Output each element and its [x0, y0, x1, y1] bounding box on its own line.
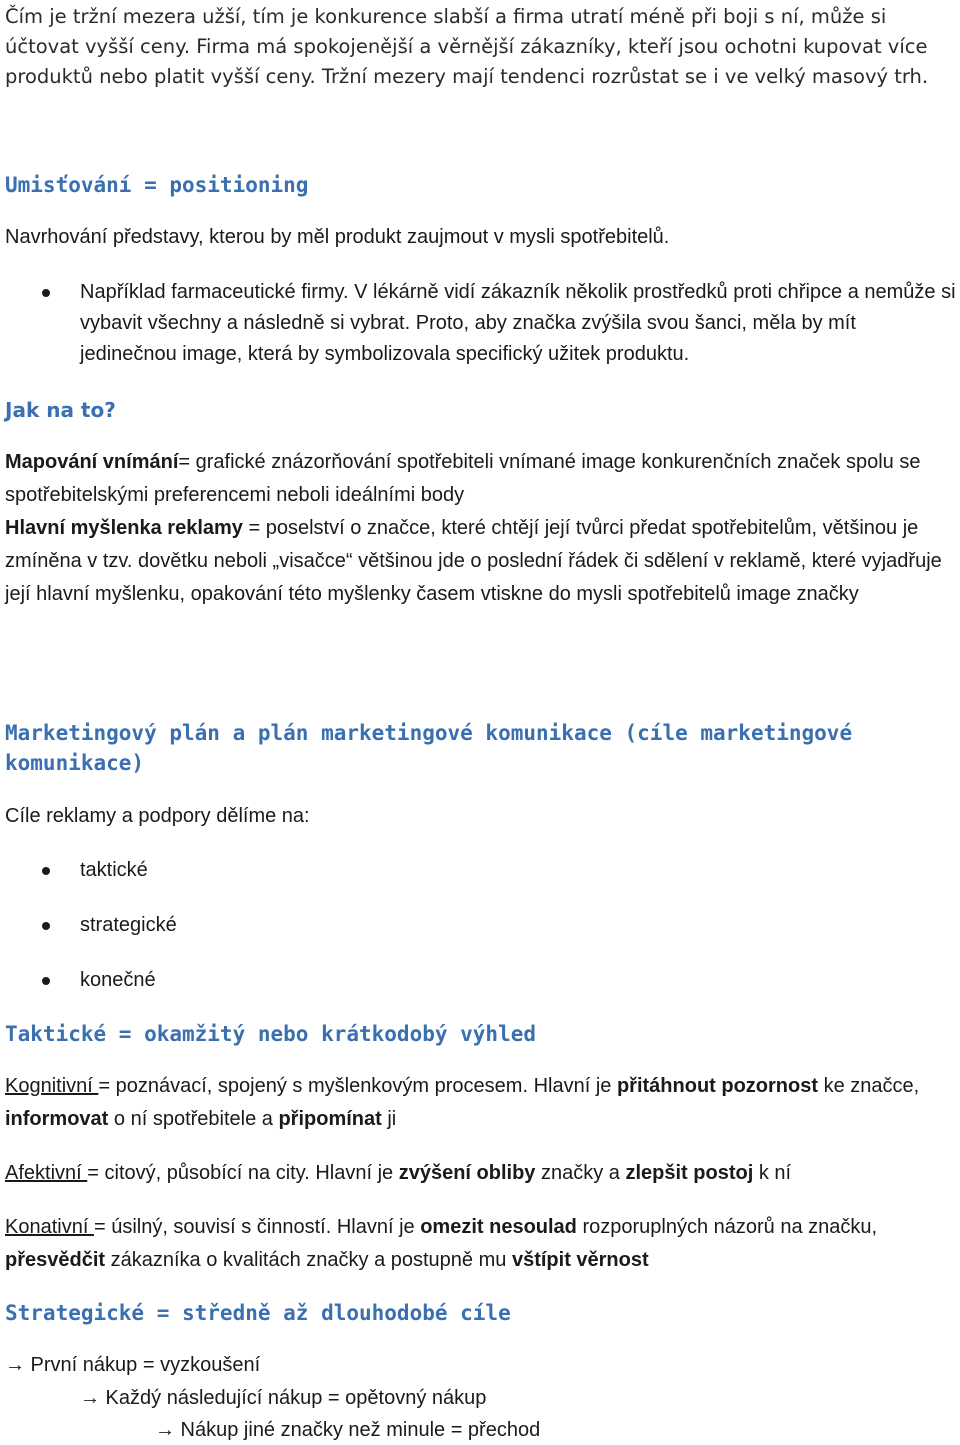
- bullet-icon: [42, 922, 50, 930]
- cognitive-text: ji: [381, 1108, 397, 1130]
- intro-paragraph: Čím je tržní mezera užší, tím je konkurence slabší a firma utratí méně při boji s ní, může si účtovat vyšší ceny. Firma má spokojenější a věrnější zákazníky, kteří jsou ochotni kupovat více produktů nebo platit vyšší ceny. Tržní mezery mají tendenci rozrůstat se i ve velký masový trh.: [5, 5, 929, 88]
- strategic-step: → Nákup jiné značky než minule = přechod: [155, 1419, 541, 1441]
- conative-text: zákazníka o kvalitách značky a postupně mu: [105, 1249, 512, 1271]
- cognitive-text: ke značce,: [818, 1075, 920, 1097]
- plan-item-text: taktické: [80, 859, 148, 881]
- strategic-step: → Každý následující nákup = opětovný nákup: [80, 1387, 487, 1409]
- main-idea-term: Hlavní myšlenka reklamy: [5, 517, 243, 539]
- main-idea-paragraph: [5, 512, 956, 611]
- cognitive-paragraph: [5, 1070, 956, 1136]
- affective-text: značky a: [535, 1162, 626, 1184]
- plan-item-text: konečné: [80, 969, 156, 991]
- plan-intro: Cíle reklamy a podpory dělíme na:: [5, 805, 310, 827]
- section-heading-plan: Marketingový plán a plán marketingové komunikace (cíle marketingové komunikace): [5, 721, 853, 775]
- section-heading-tactical: Taktické = okamžitý nebo krátkodobý výhled: [5, 1022, 537, 1046]
- affective-paragraph: [5, 1157, 956, 1190]
- mapping-term: Mapování vnímání: [5, 451, 179, 473]
- plan-item: [0, 910, 956, 941]
- positioning-bullet: [0, 277, 956, 373]
- cognitive-bold: přitáhnout pozornost: [616, 1075, 819, 1097]
- conative-paragraph: [5, 1211, 956, 1277]
- mapping-text: = grafické znázorňování spotřebiteli vnímané image konkurenčních značek spolu se spotřebitelskými preferencemi neboli ideálními body: [5, 451, 921, 506]
- cognitive-text: = poznávací, spojený s myšlenkovým procesem. Hlavní je: [98, 1075, 617, 1097]
- section-heading-strategic: Strategické = středně až dlouhodobé cíle: [5, 1301, 511, 1325]
- conative-text: rozporuplných názorů na značku,: [576, 1216, 878, 1238]
- affective-bold: zlepšit postoj: [625, 1162, 754, 1184]
- affective-bold: zvýšení obliby: [398, 1162, 536, 1184]
- conative-text: = úsilný, souvisí s činností. Hlavní je: [93, 1216, 421, 1238]
- cognitive-bold: informovat: [5, 1108, 109, 1130]
- conative-bold: omezit nesoulad: [420, 1216, 577, 1238]
- section-heading-positioning: Umisťování = positioning: [5, 173, 309, 197]
- bullet-icon: [42, 867, 50, 875]
- mapping-paragraph: [5, 446, 956, 512]
- bullet-icon: [42, 977, 50, 985]
- main-idea-text: = poselství o značce, které chtějí její tvůrci předat spotřebitelům, většinou je zmíněna v tzv. dovětku neboli „visačce“ většinou jde o poslední řádek či sdělení v reklamě, které vyjadřuje její hlavní myšlenku, opakování této myšlenky časem vtiskne do mysli spotřebitelů image značky: [5, 517, 942, 605]
- affective-text: k ní: [753, 1162, 792, 1184]
- strategic-step: → První nákup = vyzkoušení: [5, 1354, 261, 1376]
- cognitive-term: Kognitivní: [5, 1075, 99, 1097]
- cognitive-bold: připomínat: [278, 1108, 382, 1130]
- section-heading-howto: Jak na to?: [5, 398, 116, 422]
- conative-bold: přesvědčit: [5, 1249, 106, 1271]
- conative-bold: vštípit věrnost: [511, 1249, 649, 1271]
- plan-item-text: strategické: [80, 914, 177, 936]
- plan-item: [0, 855, 956, 886]
- positioning-bullet-text: Například farmaceutické firmy. V lékárně vidí zákazník několik prostředků proti chřipce a nemůže si vybavit všechny a následně si vybrat. Proto, aby značka zvýšila svou šanci, měla by mít jedinečnou image, která by symbolizovala specifický užitek produktu.: [80, 281, 956, 365]
- conative-term: Konativní: [5, 1216, 94, 1238]
- affective-text: = citový, působící na city. Hlavní je: [87, 1162, 399, 1184]
- cognitive-text: o ní spotřebitele a: [108, 1108, 279, 1130]
- affective-term: Afektivní: [5, 1162, 88, 1184]
- bullet-icon: [42, 289, 50, 297]
- plan-item: [0, 965, 956, 996]
- positioning-definition: Navrhování představy, kterou by měl produkt zaujmout v mysli spotřebitelů.: [5, 226, 670, 248]
